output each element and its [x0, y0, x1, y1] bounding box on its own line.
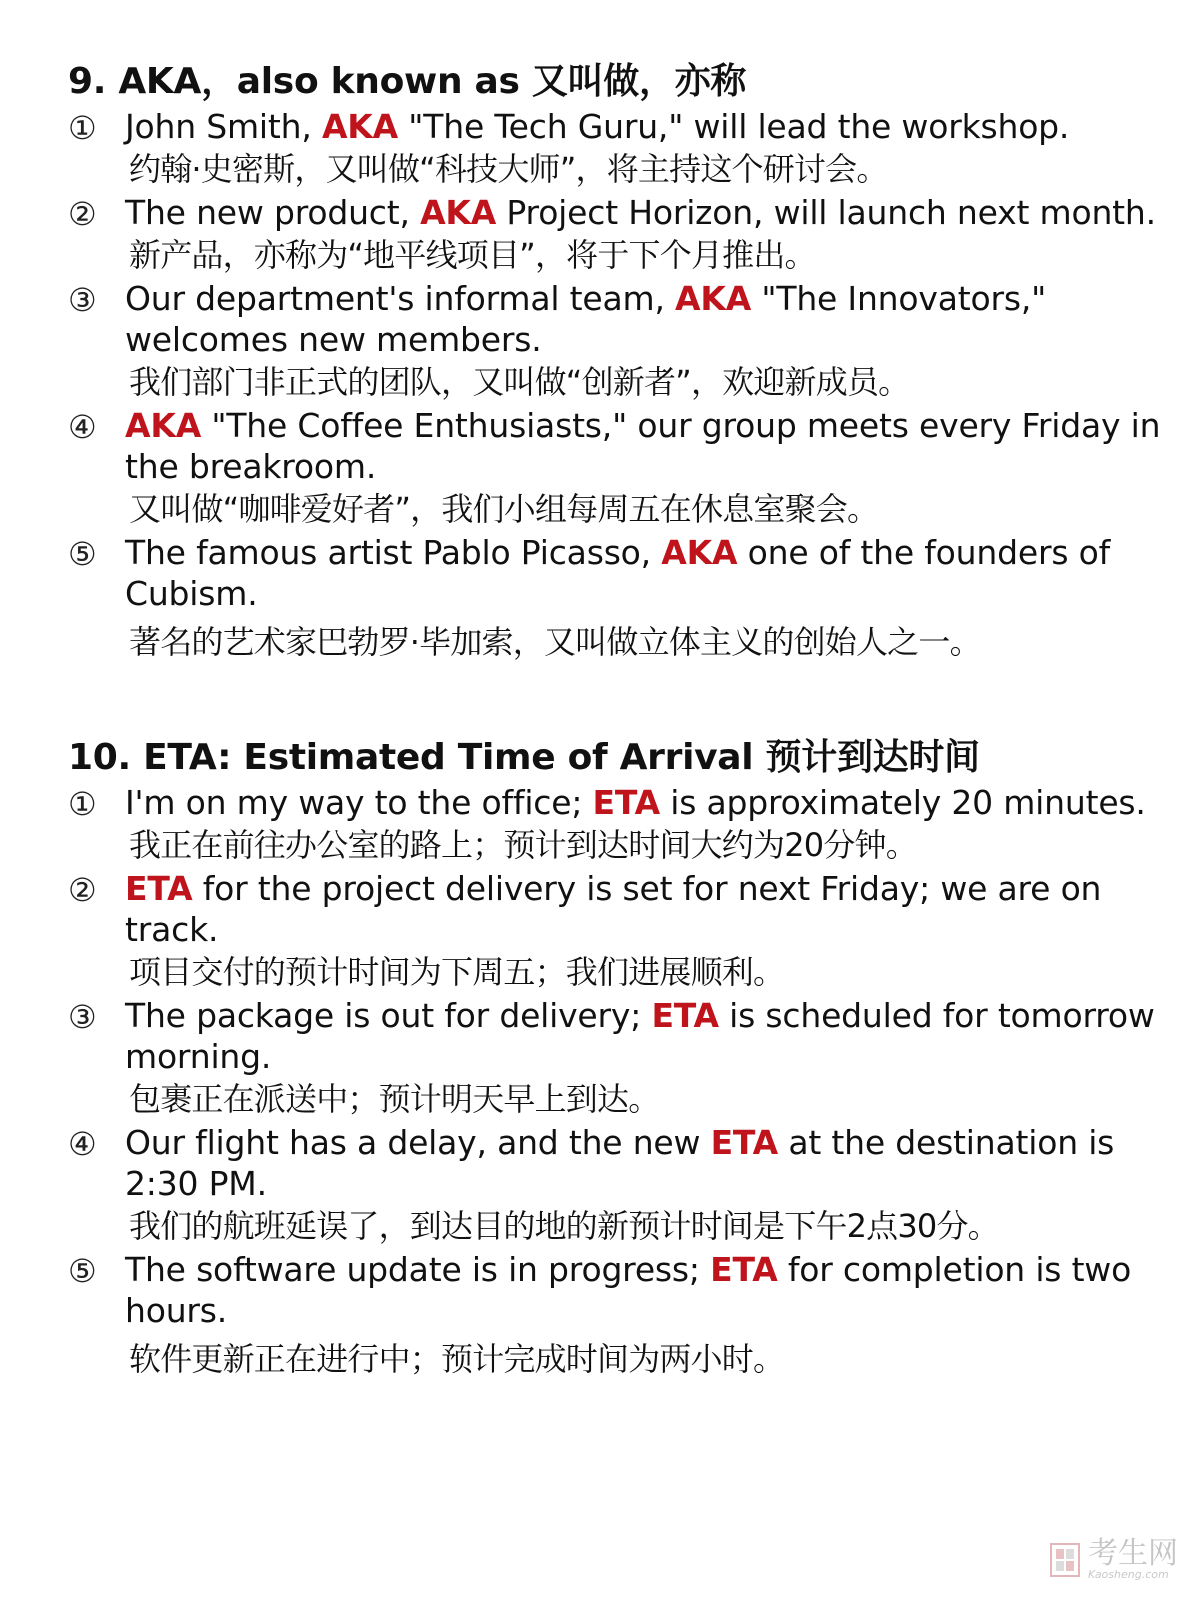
keyword: AKA: [321, 107, 398, 146]
example-item: [68, 278, 1168, 405]
item-number: ③: [68, 281, 97, 319]
english-sentence: I'm on my way to the office; ETA is approximately 20 minutes.: [125, 783, 1146, 822]
english-sentence: The famous artist Pablo Picasso, AKA one of the founders of Cubism.: [125, 533, 1111, 613]
item-number: ①: [68, 109, 97, 147]
example-item: [68, 995, 1168, 1122]
keyword: ETA: [710, 1123, 779, 1162]
chinese-translation: 软件更新正在进行中；预计完成时间为两小时。: [129, 1340, 785, 1378]
chinese-translation: 我正在前往办公室的路上；预计到达时间大约为20分钟。: [129, 826, 917, 864]
example-item: [68, 1249, 1168, 1382]
keyword: AKA: [675, 279, 752, 318]
kaosheng-logo-icon: [1050, 1543, 1080, 1577]
english-sentence: The new product, AKA Project Horizon, will launch next month.: [125, 193, 1156, 232]
english-sentence: The software update is in progress; ETA for completion is two hours.: [125, 1250, 1132, 1330]
chinese-translation: 项目交付的预计时间为下周五；我们进展顺利。: [129, 953, 785, 991]
item-number: ④: [68, 1125, 97, 1163]
example-item: [68, 1122, 1168, 1249]
keyword: ETA: [651, 996, 719, 1035]
chinese-translation: 新产品，亦称为“地平线项目”，将于下个月推出。: [129, 236, 816, 274]
example-item: [68, 106, 1168, 192]
item-number: ⑤: [68, 535, 97, 573]
section-eta: [68, 736, 1168, 1382]
keyword: ETA: [125, 869, 193, 908]
example-item: [68, 192, 1168, 278]
keyword: AKA: [125, 406, 202, 445]
section-title: 10. ETA: Estimated Time of Arrival 预计到达时间: [68, 737, 980, 778]
example-item: [68, 532, 1168, 665]
watermark: [1050, 1536, 1178, 1581]
english-sentence: ETA for the project delivery is set for next Friday; we are on track.: [125, 869, 1102, 949]
keyword: AKA: [420, 193, 497, 232]
example-item: [68, 782, 1168, 868]
english-sentence: Our department's informal team, AKA "The Innovators," welcomes new members.: [125, 279, 1047, 359]
english-sentence: John Smith, AKA "The Tech Guru," will lead the workshop.: [125, 107, 1070, 146]
chinese-translation: 著名的艺术家巴勃罗·毕加索，又叫做立体主义的创始人之一。: [129, 623, 981, 661]
keyword: AKA: [661, 533, 738, 572]
section-title: 9. AKA，also known as 又叫做，亦称: [68, 61, 747, 102]
chinese-translation: 约翰·史密斯，又叫做“科技大师”，将主持这个研讨会。: [129, 150, 888, 188]
item-number: ②: [68, 871, 97, 909]
watermark-text: [1088, 1536, 1178, 1581]
example-item: [68, 868, 1168, 995]
item-number: ③: [68, 998, 97, 1036]
item-number: ①: [68, 785, 97, 823]
english-sentence: AKA "The Coffee Enthusiasts," our group meets every Friday in the breakroom.: [125, 406, 1161, 486]
example-item: [68, 405, 1168, 532]
section-aka: [68, 60, 1168, 665]
keyword: ETA: [592, 783, 660, 822]
keyword: ETA: [710, 1250, 778, 1289]
watermark-cn: 考生网: [1088, 1536, 1178, 1571]
item-number: ②: [68, 195, 97, 233]
chinese-translation: 我们的航班延误了，到达目的地的新预计时间是下午2点30分。: [129, 1207, 999, 1245]
english-sentence: The package is out for delivery; ETA is scheduled for tomorrow morning.: [125, 996, 1155, 1076]
chinese-translation: 我们部门非正式的团队，又叫做“创新者”，欢迎新成员。: [129, 363, 910, 401]
english-sentence: Our flight has a delay, and the new ETA at the destination is 2:30 PM.: [125, 1123, 1115, 1203]
watermark-en: Kaosheng.com: [1088, 1568, 1169, 1581]
item-number: ⑤: [68, 1252, 97, 1290]
chinese-translation: 又叫做“咖啡爱好者”，我们小组每周五在休息室聚会。: [129, 490, 879, 528]
chinese-translation: 包裹正在派送中；预计明天早上到达。: [129, 1080, 660, 1118]
item-number: ④: [68, 408, 97, 446]
